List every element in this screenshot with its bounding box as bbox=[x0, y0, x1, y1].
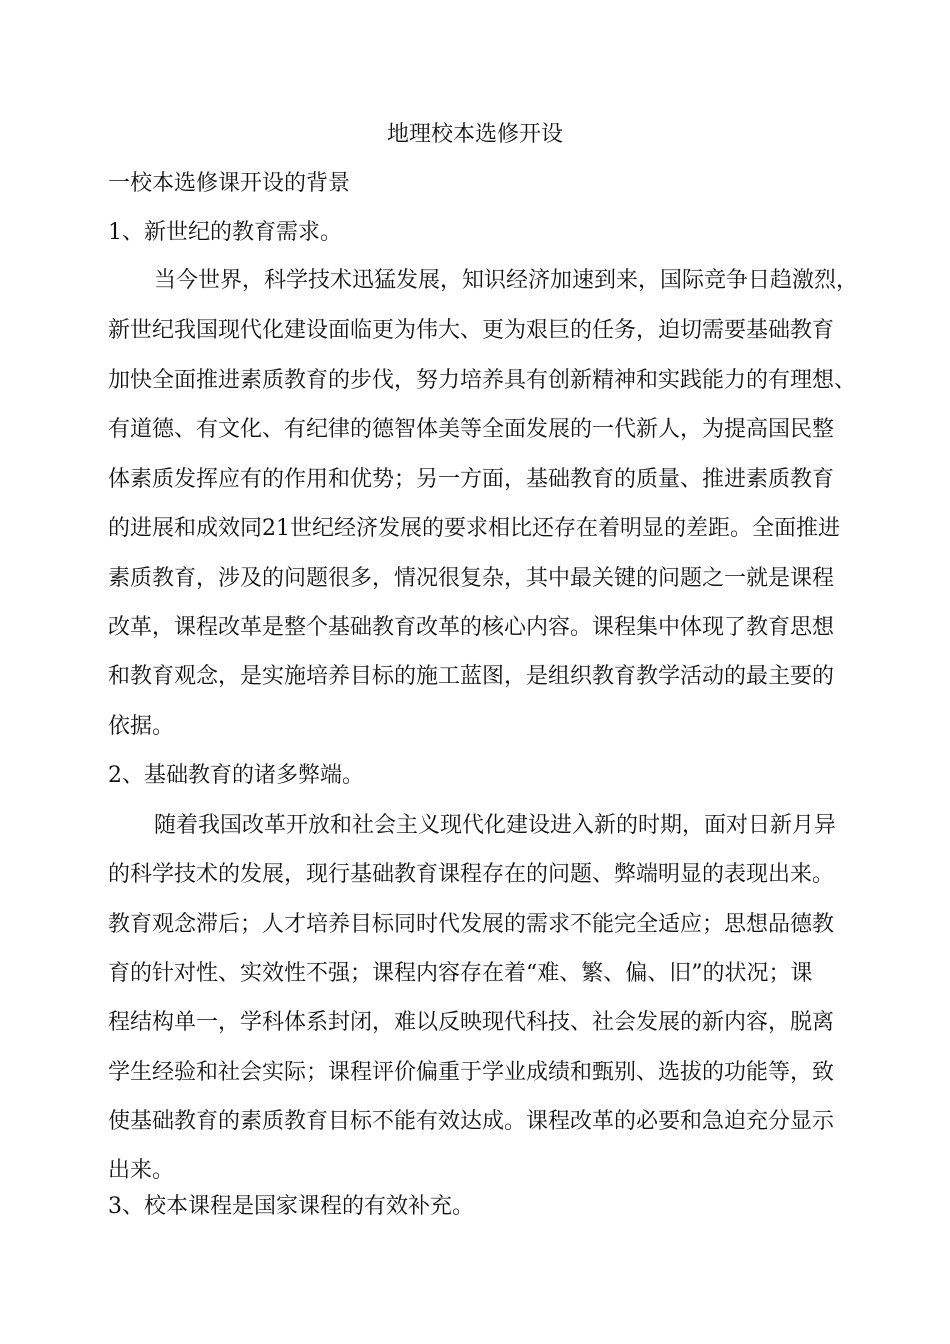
paragraph-1-line: 有道德、有文化、有纪律的德智体美等全面发展的一代新人，为提高国民整 bbox=[108, 417, 835, 442]
paragraph-1-line: 改革，课程改革是整个基础教育改革的核心内容。课程集中体现了教育思想 bbox=[108, 615, 835, 640]
paragraph-1-line: 的进展和成效同21世纪经济发展的要求相比还存在着明显的差距。全面推进 bbox=[108, 516, 840, 541]
subsection-heading-1: 1、新世纪的教育需求。 bbox=[108, 220, 342, 245]
paragraph-2-line: 使基础教育的素质教育目标不能有效达成。课程改革的必要和急迫充分显示 bbox=[108, 1109, 835, 1134]
paragraph-2-line: 的科学技术的发展，现行基础教育课程存在的问题、弊端明显的表现出来。 bbox=[108, 862, 835, 887]
paragraph-1-line: 体素质发挥应有的作用和优势；另一方面，基础教育的质量、推进素质教育 bbox=[108, 467, 835, 492]
paragraph-1-line: 和教育观念，是实施培养目标的施工蓝图，是组织教育教学活动的最主要的 bbox=[108, 664, 835, 689]
document-title: 地理校本选修开设 bbox=[386, 122, 563, 147]
paragraph-2-line: 出来。 bbox=[108, 1158, 175, 1183]
paragraph-2-line: 育的针对性、实效性不强；课程内容存在着“难、繁、偏、旧”的状况；课 bbox=[108, 961, 813, 986]
paragraph-1-line: 新世纪我国现代化建设面临更为伟大、更为艰巨的任务，迫切需要基础教育 bbox=[108, 318, 835, 343]
paragraph-1-line: 当今世界，科学技术迅猛发展，知识经济加速到来，国际竞争日趋激烈， bbox=[154, 268, 859, 293]
paragraph-2-line: 教育观念滞后；人才培养目标同时代发展的需求不能完全适应；思想品德教 bbox=[108, 912, 835, 937]
section-heading: 一校本选修课开设的背景 bbox=[108, 171, 351, 196]
subsection-heading-2: 2、基础教育的诸多弊端。 bbox=[108, 763, 364, 788]
paragraph-1-line: 加快全面推进素质教育的步伐，努力培养具有创新精神和实践能力的有理想、 bbox=[108, 368, 857, 393]
paragraph-2-line: 随着我国改革开放和社会主义现代化建设进入新的时期，面对日新月异 bbox=[154, 813, 837, 838]
paragraph-1-line: 依据。 bbox=[108, 714, 175, 739]
subsection-heading-3: 3、校本课程是国家课程的有效补充。 bbox=[108, 1194, 474, 1219]
paragraph-1-line: 素质教育，涉及的问题很多，情况很复杂，其中最关键的问题之一就是课程 bbox=[108, 566, 835, 591]
paragraph-2-line: 程结构单一，学科体系封闭，难以反映现代科技、社会发展的新内容，脱离 bbox=[108, 1010, 835, 1035]
paragraph-2-line: 学生经验和社会实际；课程评价偏重于学业成绩和甄别、选拔的功能等，致 bbox=[108, 1060, 835, 1085]
